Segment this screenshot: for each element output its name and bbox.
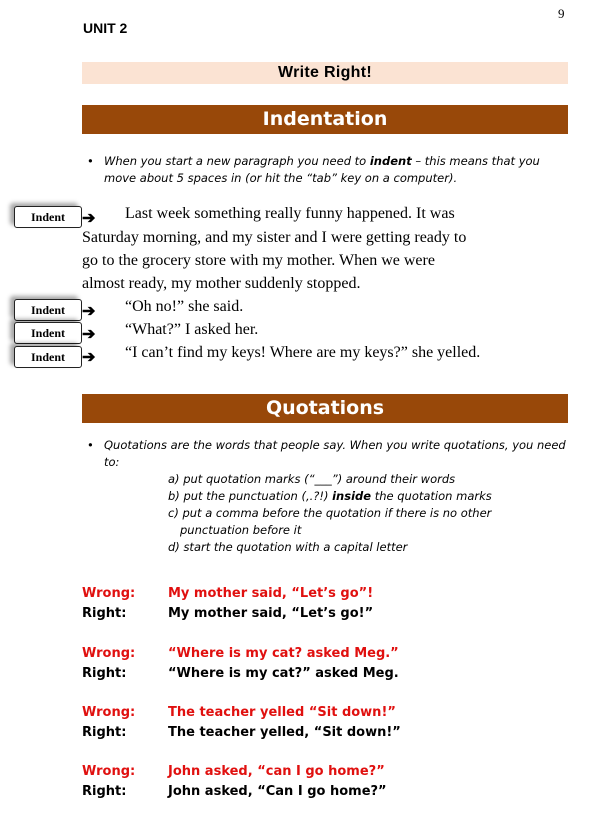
rule-b: b) put the punctuation (,.?!) inside the quotation marks	[168, 489, 492, 503]
paragraph-line: Last week something really funny happened. It was	[125, 205, 455, 222]
right-label: Right:	[82, 606, 127, 621]
unit-label: UNIT 2	[83, 20, 128, 36]
right-arrow-icon: ➔	[82, 303, 96, 320]
right-label: Right:	[82, 666, 127, 681]
dialogue-line: “Oh no!” she said.	[125, 298, 244, 315]
indent-label: Indent	[14, 299, 82, 321]
indent-label: Indent	[14, 322, 82, 344]
bullet-icon: •	[87, 154, 94, 168]
quotations-bullet	[87, 437, 567, 471]
indent-label: Indent	[14, 346, 82, 368]
quotations-bullet-text: Quotations are the words that people say. When you write quotations, you need to:	[104, 438, 566, 469]
indentation-bullet	[87, 153, 567, 187]
dialogue-line: “I can’t find my keys! Where are my keys?” she yelled.	[125, 344, 481, 361]
rule-d: d) start the quotation with a capital letter	[168, 540, 408, 554]
right-arrow-icon: ➔	[82, 326, 96, 343]
indent-label: Indent	[14, 206, 82, 228]
right-example: The teacher yelled, “Sit down!”	[168, 725, 401, 740]
indentation-bullet-text: When you start a new paragraph you need to indent – this means that you move about 5 spaces in (or hit the “tab” key on a computer).	[104, 154, 540, 185]
right-example: “Where is my cat?” asked Meg.	[168, 666, 399, 681]
wrong-example: “Where is my cat? asked Meg.”	[168, 646, 399, 661]
right-arrow-icon: ➔	[82, 349, 96, 366]
quotation-rules	[168, 471, 568, 556]
right-example: My mother said, “Let’s go!”	[168, 606, 374, 621]
dialogue-line: “What?” I asked her.	[125, 321, 259, 338]
page-title: Write Right!	[82, 62, 568, 84]
page-number: 9	[558, 6, 565, 21]
wrong-label: Wrong:	[82, 705, 136, 720]
quotations-heading: Quotations	[82, 394, 568, 423]
indent-keyword: indent	[369, 154, 412, 168]
wrong-example: The teacher yelled “Sit down!”	[168, 705, 396, 720]
rule-a: a) put quotation marks (“___”) around their words	[168, 472, 456, 486]
rule-c-continued: punctuation before it	[180, 523, 302, 537]
wrong-example: John asked, “can I go home?”	[168, 764, 385, 779]
right-arrow-icon: ➔	[82, 210, 96, 227]
story-paragraph	[82, 205, 570, 365]
paragraph-line: almost ready, my mother suddenly stopped.	[82, 275, 361, 292]
paragraph-line: go to the grocery store with my mother. When we were	[82, 252, 435, 269]
rule-c: c) put a comma before the quotation if there is no other	[168, 506, 492, 520]
wrong-label: Wrong:	[82, 586, 136, 601]
right-example: John asked, “Can I go home?”	[168, 784, 387, 799]
wrong-label: Wrong:	[82, 764, 136, 779]
paragraph-line: Saturday morning, and my sister and I were getting ready to	[82, 229, 467, 246]
right-label: Right:	[82, 784, 127, 799]
right-label: Right:	[82, 725, 127, 740]
wrong-label: Wrong:	[82, 646, 136, 661]
bullet-icon: •	[87, 438, 94, 452]
indentation-heading: Indentation	[82, 105, 568, 134]
inside-keyword: inside	[332, 489, 372, 503]
wrong-example: My mother said, “Let’s go”!	[168, 586, 374, 601]
